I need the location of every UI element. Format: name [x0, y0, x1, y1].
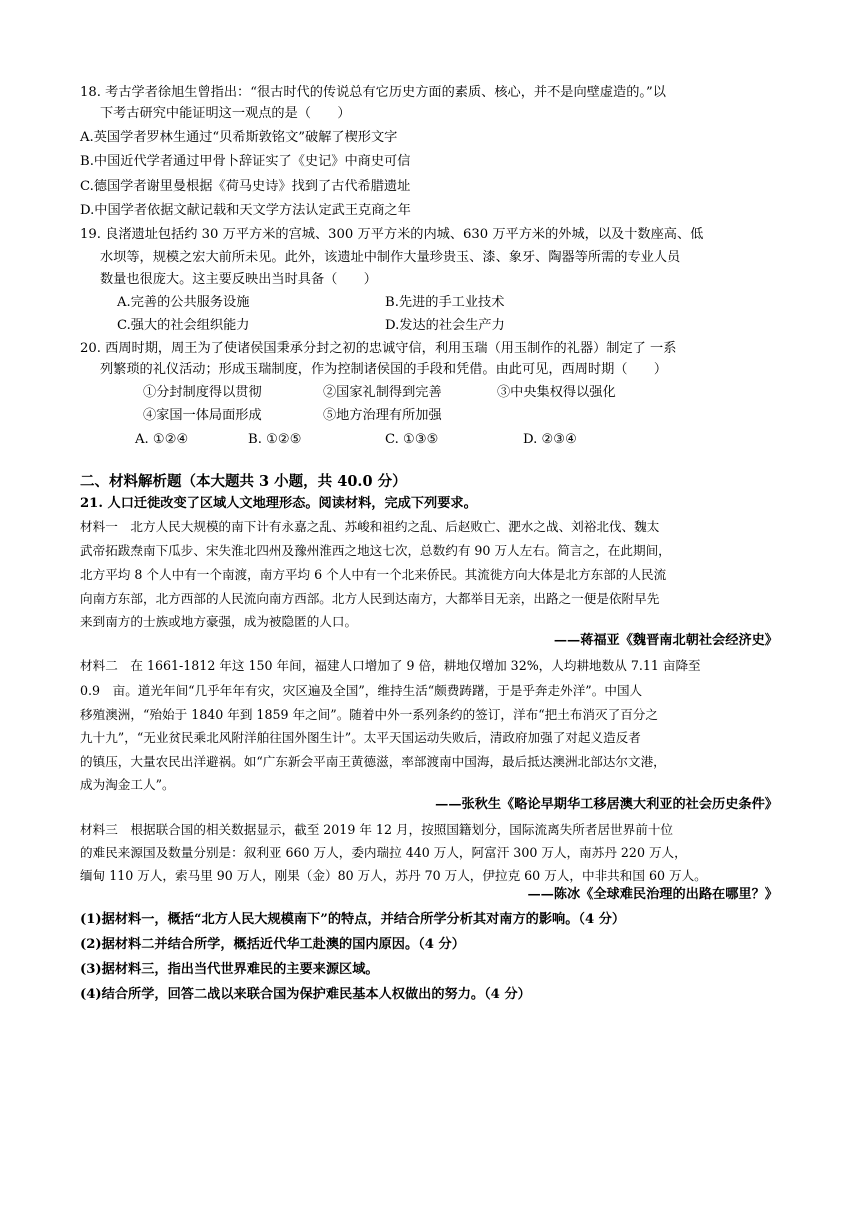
material1-line-2: 武帝拓跋焘南下瓜步、宋失淮北四州及豫州淮西之地这七次，总数约有 90 万人左右。简言之，在此期间，: [80, 543, 671, 558]
q20-item-3: ③中央集权得以强化: [497, 385, 616, 400]
q20-option-a: A. ①②④: [135, 432, 189, 447]
material2-line-2: 0.9 亩。道光年间“几乎年年有灾，灾区遍及全国”，维持生活“颇费踌躇，于是乎奔走外洋”。中国人: [80, 683, 643, 698]
q20-stem-line-2: 列繁琐的礼仪活动；形成玉瑞制度，作为控制诸侯国的手段和凭借。由此可见，西周时期（ ）: [100, 362, 668, 377]
q19-stem-line-1: 19. 良渚遗址包括约 30 万平方米的宫城、300 万平方米的内城、630 万平方米的外城，以及十数座高、低: [80, 227, 704, 242]
q20-item-1: ①分封制度得以贯彻: [143, 385, 262, 400]
q19-option-d: D.发达的社会生产力: [385, 318, 505, 333]
q19-option-a: A.完善的公共服务设施: [117, 295, 250, 310]
q20-option-b: B. ①②⑤: [248, 432, 302, 447]
material1-line-1: 材料一 北方人民大规模的南下计有永嘉之乱、苏峻和祖约之乱、后赵败亡、淝水之战、刘裕北伐、魏太: [80, 519, 660, 534]
q20-item-2: ②国家礼制得到完善: [323, 385, 442, 400]
q20-option-c: C. ①③⑤: [385, 432, 439, 447]
q20-option-d: D. ②③④: [523, 432, 577, 447]
material2-source: ——张秋生《略论早期华工移居澳大利亚的社会历史条件》: [435, 797, 778, 812]
material1-line-5: 来到南方的士族或地方豪强，成为被隐匿的人口。: [80, 614, 358, 629]
q18-stem-line-2: 下考古研究中能证明这一观点的是（ ）: [100, 106, 351, 121]
material2-line-4: 九十九”，“无业贫民乘北风附洋舶往国外图生计”。太平天国运动失败后，清政府加强了对起义造反者: [80, 730, 641, 745]
q21-title: 21. 人口迁徙改变了区域人文地理形态。阅读材料，完成下列要求。: [80, 496, 477, 511]
q21-subquestion-3: (3)据材料三，指出当代世界难民的主要来源区域。: [80, 962, 379, 977]
material2-line-5: 的镇压，大量农民出洋避祸。如“广东新会平南王黄德滋，率部渡南中国海，最后抵达澳洲北部达尔文港，: [80, 754, 666, 769]
q18-option-d: D.中国学者依据文献记载和天文学方法认定武王克商之年: [80, 203, 411, 218]
q19-stem-line-3: 数量也很庞大。这主要反映出当时具备（ ）: [100, 272, 377, 287]
q21-subquestion-1: (1)据材料一，概括“北方人民大规模南下”的特点，并结合所学分析其对南方的影响。（4 分）: [80, 912, 626, 927]
material3-line-1: 材料三 根据联合国的相关数据显示，截至 2019 年 12 月，按照国籍划分，国际流离失所者居世界前十位: [80, 822, 674, 837]
q21-subquestion-2: (2)据材料二并结合所学，概括近代华工赴澳的国内原因。（4 分）: [80, 937, 465, 952]
q19-stem-line-2: 水坝等，规模之宏大前所未见。此外，该遗址中制作大量珍贵玉、漆、象牙、陶器等所需的专业人员: [100, 250, 681, 265]
q19-option-c: C.强大的社会组织能力: [117, 318, 250, 333]
material1-line-4: 向南方东部，北方西部的人民流向南方西部。北方人民到达南方，大都举目无亲，出路之一便是依附早先: [80, 591, 660, 606]
material3-line-3: 缅甸 110 万人，索马里 90 万人，刚果（金）80 万人，苏丹 70 万人，伊拉克 60 万人，中非共和国 60 万人。: [80, 868, 707, 883]
q19-option-b: B.先进的手工业技术: [385, 295, 505, 310]
section-title: 二、材料解析题（本大题共 3 小题，共 40.0 分）: [80, 473, 407, 490]
material3-source: ——陈冰《全球难民治理的出路在哪里？》: [527, 887, 778, 902]
material1-line-3: 北方平均 8 个人中有一个南渡，南方平均 6 个人中有一个北来侨民。其流徙方向大体是北方东部的人民流: [80, 567, 667, 582]
material1-source: ——蒋福亚《魏晋南北朝社会经济史》: [553, 633, 778, 648]
material3-line-2: 的难民来源国及数量分别是：叙利亚 660 万人，委内瑞拉 440 万人，阿富汗 300 万人，南苏丹 220 万人，: [80, 845, 687, 860]
material2-line-1: 材料二 在 1661-1812 年这 150 年间，福建人口增加了 9 倍，耕地仅增加 32%，人均耕地数从 7.11 亩降至: [80, 658, 701, 673]
q20-stem-line-1: 20. 西周时期，周王为了使诸侯国秉承分封之初的忠诚守信，利用玉瑞（用玉制作的礼器）制定了 一系: [80, 341, 677, 356]
q18-option-b: B.中国近代学者通过甲骨卜辞证实了《史记》中商史可信: [80, 154, 411, 169]
material2-line-3: 移殖澳洲，“殆始于 1840 年到 1859 年之间”。随着中外一系列条约的签订，洋布“把土布消灭了百分之: [80, 707, 658, 722]
q18-stem-line-1: 18. 考古学者徐旭生曾指出：“很古时代的传说总有它历史方面的素质、核心，并不是向壁虚造的。”以: [80, 85, 666, 100]
q20-item-4: ④家国一体局面形成: [143, 408, 262, 423]
q21-subquestion-4: (4)结合所学，回答二战以来联合国为保护难民基本人权做出的努力。（4 分）: [80, 987, 531, 1002]
q18-option-a: A.英国学者罗林生通过“贝希斯敦铭文”破解了楔形文字: [80, 130, 398, 145]
q20-item-5: ⑤地方治理有所加强: [323, 408, 442, 423]
material2-line-6: 成为淘金工人”。: [80, 777, 175, 792]
q18-option-c: C.德国学者谢里曼根据《荷马史诗》找到了古代希腊遗址: [80, 179, 411, 194]
